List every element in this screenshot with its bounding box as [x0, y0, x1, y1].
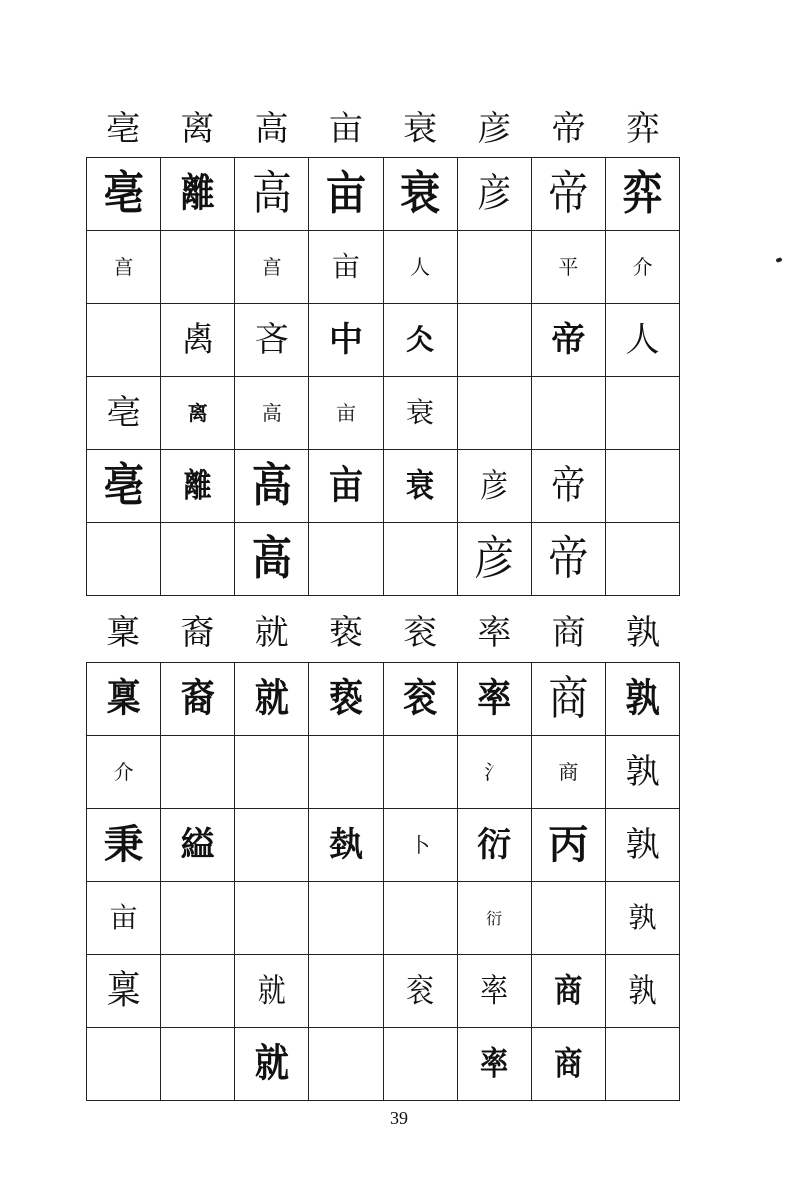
- header-row-2: [86, 608, 680, 658]
- table-cell: [457, 736, 531, 809]
- seal-glyph: 孰: [625, 676, 660, 722]
- seal-glyph: 高: [251, 167, 292, 221]
- seal-glyph: 弈: [622, 167, 663, 221]
- bronze-glyph: 人: [410, 254, 431, 279]
- table-cell: [161, 158, 235, 231]
- table-row: [87, 377, 680, 450]
- header-char: 商: [551, 613, 586, 653]
- table-cell: [87, 304, 161, 377]
- table-row: [87, 809, 680, 882]
- table-cell: [457, 377, 531, 450]
- table-cell: [235, 663, 309, 736]
- seal-glyph: 率: [480, 1044, 509, 1083]
- table-cell: [309, 736, 383, 809]
- table-cell: [457, 1028, 531, 1101]
- table-cell: [531, 955, 605, 1028]
- table-cell: [309, 955, 383, 1028]
- table-cell: [309, 450, 383, 523]
- table-cell: [235, 955, 309, 1028]
- table-cell: [87, 882, 161, 955]
- bronze-glyph: 亩: [331, 250, 360, 283]
- bamboo-glyph: 亩: [109, 901, 138, 934]
- seal-glyph: 商: [554, 1044, 583, 1083]
- header-char: 孰: [625, 613, 660, 653]
- page-number: 39: [390, 1108, 408, 1128]
- table-row: [87, 1028, 680, 1101]
- table-cell: [87, 450, 161, 523]
- bronze-glyph: 介: [632, 254, 653, 279]
- table-cell: [605, 663, 679, 736]
- table-cell: [235, 809, 309, 882]
- seal-glyph: 離: [183, 466, 212, 505]
- glyph-table-2: [86, 662, 680, 1101]
- table-row: [87, 736, 680, 809]
- bamboo-glyph: 亩: [335, 400, 356, 425]
- oracle-glyph: 縊: [180, 825, 215, 865]
- table-cell: [309, 663, 383, 736]
- header-char: 弈: [625, 109, 660, 149]
- bronze-glyph: 孰: [625, 752, 660, 792]
- header-char: 裔: [180, 613, 215, 653]
- seal-glyph: 彦: [480, 466, 509, 505]
- oracle-glyph: 埶: [328, 825, 363, 865]
- header-char: 衮: [403, 613, 438, 653]
- table-cell: [531, 304, 605, 377]
- table-cell: [383, 955, 457, 1028]
- table-cell: [161, 377, 235, 450]
- table-cell: [235, 523, 309, 596]
- bronze-glyph: 亯: [261, 254, 282, 279]
- oracle-glyph: 吝: [254, 320, 289, 360]
- header-row-1: [86, 104, 680, 154]
- table-cell: [383, 158, 457, 231]
- table-row: [87, 304, 680, 377]
- oracle-glyph: 秉: [103, 822, 144, 868]
- table-row: [87, 523, 680, 596]
- oracle-glyph: 人: [625, 320, 660, 360]
- table-row: [87, 231, 680, 304]
- table-cell: [605, 158, 679, 231]
- seal-glyph: 亳: [103, 459, 144, 513]
- table-cell: [87, 736, 161, 809]
- table-cell: [383, 882, 457, 955]
- table-cell: [161, 450, 235, 523]
- seal-glyph: 離: [180, 171, 215, 217]
- table-cell: [457, 304, 531, 377]
- table-cell: [531, 809, 605, 882]
- table-cell: [161, 882, 235, 955]
- table-cell: [87, 1028, 161, 1101]
- header-char: 稟: [106, 613, 141, 653]
- header-char: 帝: [551, 109, 586, 149]
- bamboo-glyph: 离: [187, 400, 208, 425]
- oracle-glyph: 仌: [406, 323, 435, 356]
- table-cell: [531, 1028, 605, 1101]
- table-cell: [309, 231, 383, 304]
- bronze-glyph: 氵: [484, 759, 505, 784]
- table-cell: [161, 955, 235, 1028]
- header-char: 亩: [328, 109, 363, 149]
- table-cell: [161, 663, 235, 736]
- table-cell: [457, 158, 531, 231]
- table-cell: [531, 663, 605, 736]
- table-cell: [605, 304, 679, 377]
- table-cell: [383, 663, 457, 736]
- table-cell: [161, 809, 235, 882]
- bamboo-glyph: 衍: [486, 908, 503, 928]
- table-cell: [457, 663, 531, 736]
- seal-glyph: 裔: [180, 676, 215, 722]
- oracle-glyph: 卜: [410, 832, 431, 857]
- bronze-glyph: 商: [558, 759, 579, 784]
- seal-glyph: 帝: [551, 463, 586, 509]
- seal-glyph: 亳: [103, 167, 144, 221]
- seal-glyph: 率: [480, 971, 509, 1010]
- table-cell: [531, 523, 605, 596]
- table-cell: [605, 231, 679, 304]
- oracle-glyph: 丙: [548, 822, 589, 868]
- oracle-glyph: 孰: [625, 825, 660, 865]
- seal-glyph: 帝: [548, 167, 589, 221]
- bronze-glyph: 亯: [113, 254, 134, 279]
- header-char: 衰: [403, 109, 438, 149]
- table-cell: [235, 304, 309, 377]
- table-row: [87, 882, 680, 955]
- header-char: 亵: [328, 613, 363, 653]
- table-cell: [605, 882, 679, 955]
- header-char: 率: [477, 613, 512, 653]
- seal-glyph: 衰: [400, 167, 441, 221]
- table-cell: [605, 523, 679, 596]
- header-char: 彦: [477, 109, 512, 149]
- table-cell: [457, 523, 531, 596]
- table-cell: [531, 736, 605, 809]
- table-cell: [87, 809, 161, 882]
- bronze-glyph: 介: [113, 759, 134, 784]
- table-cell: [309, 377, 383, 450]
- seal-glyph: 就: [254, 1041, 289, 1087]
- bamboo-glyph: 高: [261, 400, 282, 425]
- table-cell: [605, 736, 679, 809]
- table-cell: [531, 158, 605, 231]
- header-char: 亳: [106, 109, 141, 149]
- table-cell: [309, 882, 383, 955]
- seal-glyph: 亵: [328, 676, 363, 722]
- seal-glyph: 衮: [406, 971, 435, 1010]
- table-cell: [161, 736, 235, 809]
- table-cell: [383, 231, 457, 304]
- table-cell: [383, 450, 457, 523]
- table-cell: [457, 231, 531, 304]
- table-cell: [161, 231, 235, 304]
- table-cell: [605, 955, 679, 1028]
- seal-glyph: 商: [548, 672, 589, 726]
- table-row: [87, 450, 680, 523]
- table-cell: [309, 523, 383, 596]
- table-row: [87, 663, 680, 736]
- table-cell: [235, 231, 309, 304]
- scan-speck: [775, 257, 782, 263]
- table-cell: [87, 523, 161, 596]
- table-cell: [87, 377, 161, 450]
- seal-glyph: 彦: [477, 171, 512, 217]
- seal-glyph: 亩: [328, 463, 363, 509]
- seal-glyph: 商: [554, 971, 583, 1010]
- seal-glyph: 就: [257, 971, 286, 1010]
- seal-glyph: 衰: [406, 466, 435, 505]
- table-cell: [383, 809, 457, 882]
- table-cell: [457, 450, 531, 523]
- table-cell: [161, 523, 235, 596]
- seal-glyph: 衮: [403, 676, 438, 722]
- seal-glyph: 稟: [106, 968, 141, 1014]
- table-cell: [235, 377, 309, 450]
- bamboo-glyph: 孰: [628, 901, 657, 934]
- table-cell: [605, 1028, 679, 1101]
- seal-glyph: 帝: [548, 532, 589, 586]
- table-cell: [605, 377, 679, 450]
- table-cell: [605, 809, 679, 882]
- seal-glyph: 稟: [106, 676, 141, 722]
- table-cell: [531, 231, 605, 304]
- seal-glyph: 率: [477, 676, 512, 722]
- table-cell: [235, 882, 309, 955]
- header-char: 就: [254, 613, 289, 653]
- table-cell: [605, 450, 679, 523]
- oracle-glyph: 帝: [551, 320, 586, 360]
- table-cell: [531, 377, 605, 450]
- seal-glyph: 高: [251, 532, 292, 586]
- table-cell: [161, 304, 235, 377]
- table-cell: [309, 304, 383, 377]
- table-cell: [309, 809, 383, 882]
- table-cell: [383, 1028, 457, 1101]
- glyph-table-1: [86, 157, 680, 596]
- seal-glyph: 彦: [474, 532, 515, 586]
- table-cell: [531, 450, 605, 523]
- seal-glyph: 亩: [325, 167, 366, 221]
- table-cell: [309, 1028, 383, 1101]
- seal-glyph: 高: [251, 459, 292, 513]
- seal-glyph: 孰: [628, 971, 657, 1010]
- table-cell: [235, 1028, 309, 1101]
- table-cell: [457, 955, 531, 1028]
- table-cell: [161, 1028, 235, 1101]
- header-char: 高: [254, 109, 289, 149]
- seal-glyph: 就: [254, 676, 289, 722]
- table-cell: [383, 304, 457, 377]
- table-cell: [87, 158, 161, 231]
- bamboo-glyph: 亳: [106, 393, 141, 433]
- oracle-glyph: 衍: [477, 825, 512, 865]
- table-row: [87, 955, 680, 1028]
- table-cell: [309, 158, 383, 231]
- table-cell: [235, 158, 309, 231]
- oracle-glyph: 禼: [180, 320, 215, 360]
- table-cell: [383, 736, 457, 809]
- oracle-glyph: 中: [328, 320, 363, 360]
- table-cell: [87, 955, 161, 1028]
- table-cell: [87, 231, 161, 304]
- table-cell: [457, 882, 531, 955]
- table-row: [87, 158, 680, 231]
- bamboo-glyph: 衰: [406, 396, 435, 429]
- table-cell: [235, 736, 309, 809]
- table-cell: [383, 523, 457, 596]
- table-cell: [383, 377, 457, 450]
- header-char: 离: [180, 109, 215, 149]
- table-cell: [457, 809, 531, 882]
- table-cell: [235, 450, 309, 523]
- bronze-glyph: 平: [558, 254, 579, 279]
- table-cell: [87, 663, 161, 736]
- table-cell: [531, 882, 605, 955]
